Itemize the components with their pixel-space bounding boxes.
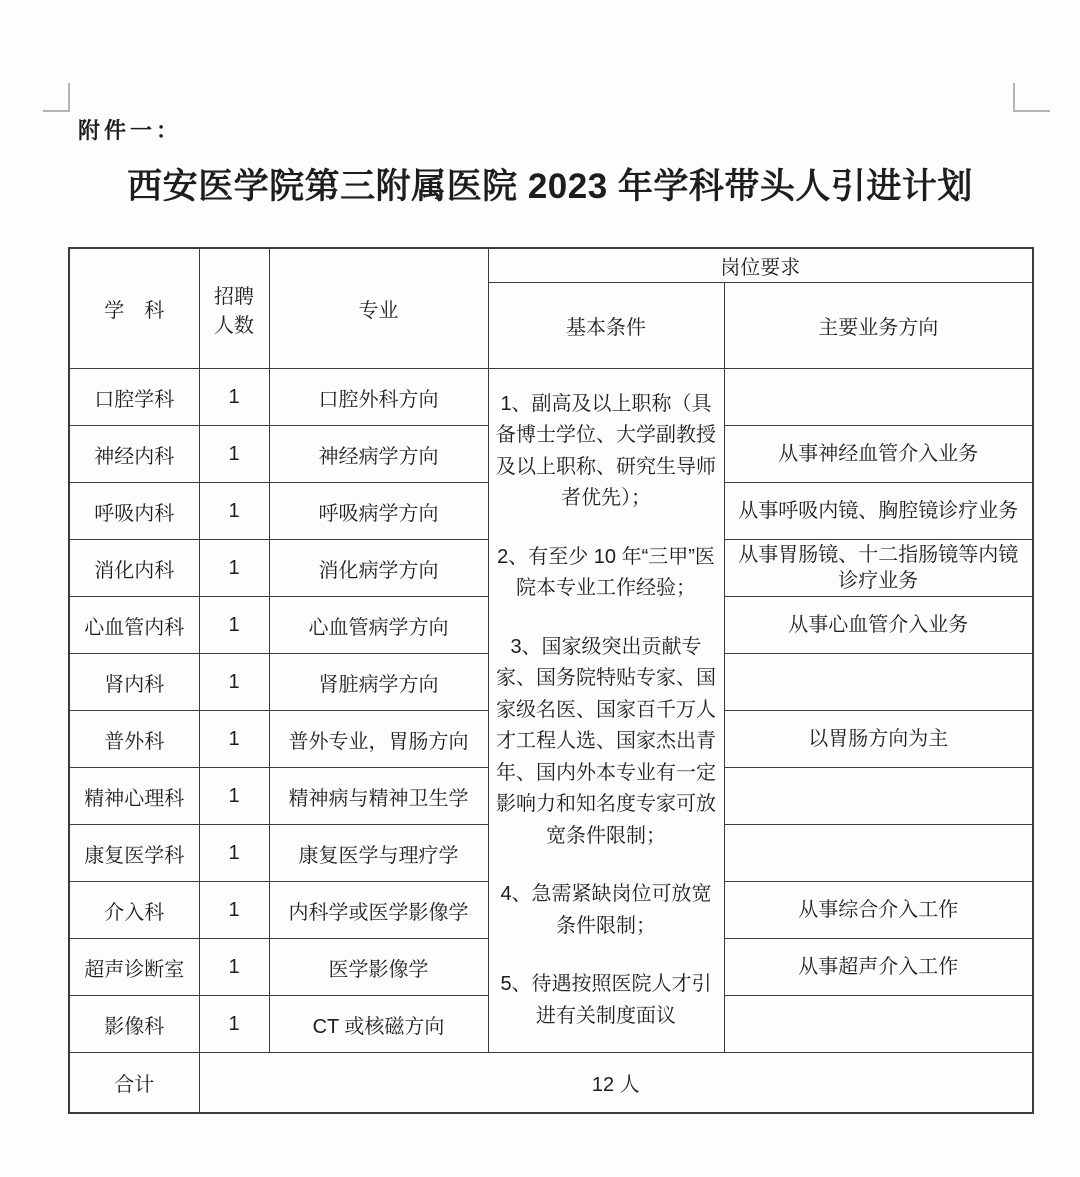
cell-specialty: 呼吸病学方向 [269,483,488,540]
cell-main-business [724,369,1033,426]
header-specialty: 专业 [269,248,488,369]
cell-discipline: 普外科 [69,711,199,768]
cell-discipline: 精神心理科 [69,768,199,825]
cell-count: 1 [199,939,269,996]
table-header-row-top [69,248,1033,283]
page-corner-mark-right [1013,83,1050,112]
cell-specialty: 消化病学方向 [269,540,488,597]
cell-main-business: 从事心血管介入业务 [724,597,1033,654]
cell-count: 1 [199,996,269,1053]
cell-main-business: 从事呼吸内镜、胸腔镜诊疗业务 [724,483,1033,540]
cell-count: 1 [199,654,269,711]
page-corner-mark-left [43,83,70,112]
cell-discipline: 口腔学科 [69,369,199,426]
cell-specialty: 精神病与精神卫生学 [269,768,488,825]
table-row [69,369,1033,426]
condition-item: 5、待遇按照医院人才引进有关制度面议 [500,973,712,1027]
cell-main-business: 从事超声介入工作 [724,939,1033,996]
page-title: 西安医学院第三附属医院 2023 年学科带头人引进计划 [127,167,973,206]
condition-item: 4、急需紧缺岗位可放宽条件限制； [500,883,712,937]
cell-count: 1 [199,369,269,426]
cell-main-business: 从事胃肠镜、十二指肠镜等内镜诊疗业务 [724,540,1033,597]
cell-discipline: 康复医学科 [69,825,199,882]
cell-total-value: 12 人 [199,1053,1033,1113]
cell-specialty: 心血管病学方向 [269,597,488,654]
cell-specialty: 神经病学方向 [269,426,488,483]
cell-discipline: 影像科 [69,996,199,1053]
cell-count: 1 [199,768,269,825]
cell-specialty: 康复医学与理疗学 [269,825,488,882]
cell-specialty: CT 或核磁方向 [269,996,488,1053]
cell-count: 1 [199,825,269,882]
cell-specialty: 内科学或医学影像学 [269,882,488,939]
cell-main-business [724,825,1033,882]
cell-main-business: 以胃肠方向为主 [724,711,1033,768]
cell-discipline: 消化内科 [69,540,199,597]
header-basic-conditions: 基本条件 [488,283,724,369]
cell-specialty: 肾脏病学方向 [269,654,488,711]
table-footer-row [69,1053,1033,1113]
cell-count: 1 [199,597,269,654]
cell-discipline: 心血管内科 [69,597,199,654]
cell-specialty: 口腔外科方向 [269,369,488,426]
condition-item: 2、有至少 10 年“三甲”医院本专业工作经验； [497,545,715,600]
cell-main-business: 从事神经血管介入业务 [724,426,1033,483]
cell-count: 1 [199,882,269,939]
cell-main-business [724,996,1033,1053]
header-discipline: 学 科 [69,248,199,369]
cell-count: 1 [199,711,269,768]
cell-total-label: 合计 [69,1053,199,1113]
cell-main-business [724,654,1033,711]
cell-main-business [724,768,1033,825]
header-main-business: 主要业务方向 [724,283,1033,369]
cell-discipline: 肾内科 [69,654,199,711]
cell-basic-conditions [488,369,724,1053]
cell-specialty: 医学影像学 [269,939,488,996]
header-recruit-count: 招聘人数 [199,248,269,369]
cell-count: 1 [199,540,269,597]
header-position-requirements: 岗位要求 [488,248,1033,283]
cell-count: 1 [199,426,269,483]
condition-item: 3、国家级突出贡献专家、国务院特贴专家、国家级名医、国家百千万人才工程人选、国家杰出青年、国内外本专业有一定影响力和知名度专家可放宽条件限制； [496,635,716,847]
cell-discipline: 介入科 [69,882,199,939]
cell-discipline: 超声诊断室 [69,939,199,996]
cell-specialty: 普外专业，胃肠方向 [269,711,488,768]
recruitment-plan-table [68,247,1034,1114]
cell-discipline: 呼吸内科 [69,483,199,540]
cell-main-business: 从事综合介入工作 [724,882,1033,939]
attachment-label: 附件一： [78,118,183,143]
cell-discipline: 神经内科 [69,426,199,483]
condition-item: 1、副高及以上职称（具备博士学位、大学副教授及以上职称、研究生导师者优先）； [496,392,716,510]
cell-count: 1 [199,483,269,540]
